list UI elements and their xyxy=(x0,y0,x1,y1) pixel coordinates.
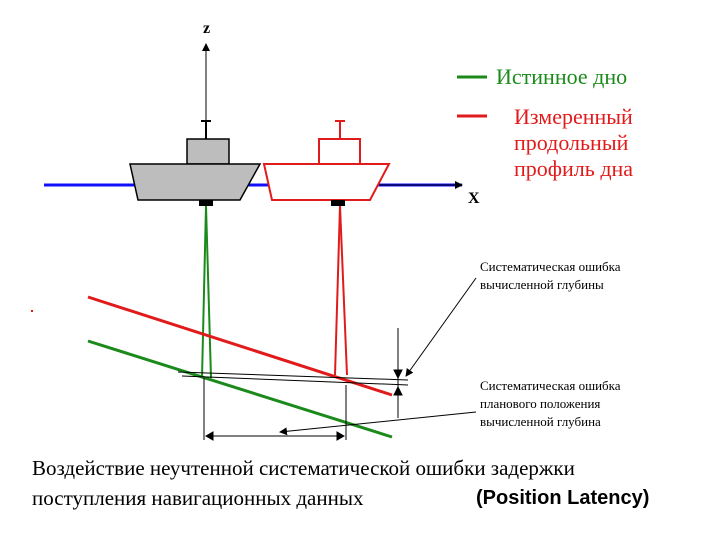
true-sonar-beam xyxy=(202,206,211,378)
caption-position-latency: (Position Latency) xyxy=(476,487,650,509)
depth-error-line-2: вычисленной глубины xyxy=(480,277,604,292)
position-error-annotation xyxy=(480,377,621,431)
z-axis-label: z xyxy=(203,20,211,37)
caption-line-1: Воздействие неучтенной систематической ошибки задержки xyxy=(32,456,575,480)
position-error-callout-arrow xyxy=(280,412,476,432)
caption-line-2: поступления навигационных данных xyxy=(32,486,364,510)
x-axis-label: X xyxy=(468,190,480,207)
depth-error-callout-arrow xyxy=(406,278,476,376)
legend-measured-profile-label xyxy=(514,104,633,182)
true-ship xyxy=(130,120,260,206)
dimension-lines xyxy=(178,328,408,440)
legend-measured-line-1: Измеренный xyxy=(514,104,633,129)
legend-true-bottom-label: Истинное дно xyxy=(496,64,628,89)
depth-error-annotation xyxy=(480,258,621,294)
legend-measured-line-2: продольный xyxy=(514,130,629,155)
measured-ship xyxy=(264,120,389,206)
position-error-line-1: Систематическая ошибка xyxy=(480,378,621,393)
legend-measured-line-3: профиль дна xyxy=(514,156,634,181)
measured-sonar-beam xyxy=(335,206,347,375)
depth-error-line-1: Систематическая ошибка xyxy=(480,259,621,274)
position-error-line-2: планового положения xyxy=(480,396,601,411)
stray-red-mark xyxy=(31,310,33,312)
position-error-line-3: вычисленной глубина xyxy=(480,414,601,429)
